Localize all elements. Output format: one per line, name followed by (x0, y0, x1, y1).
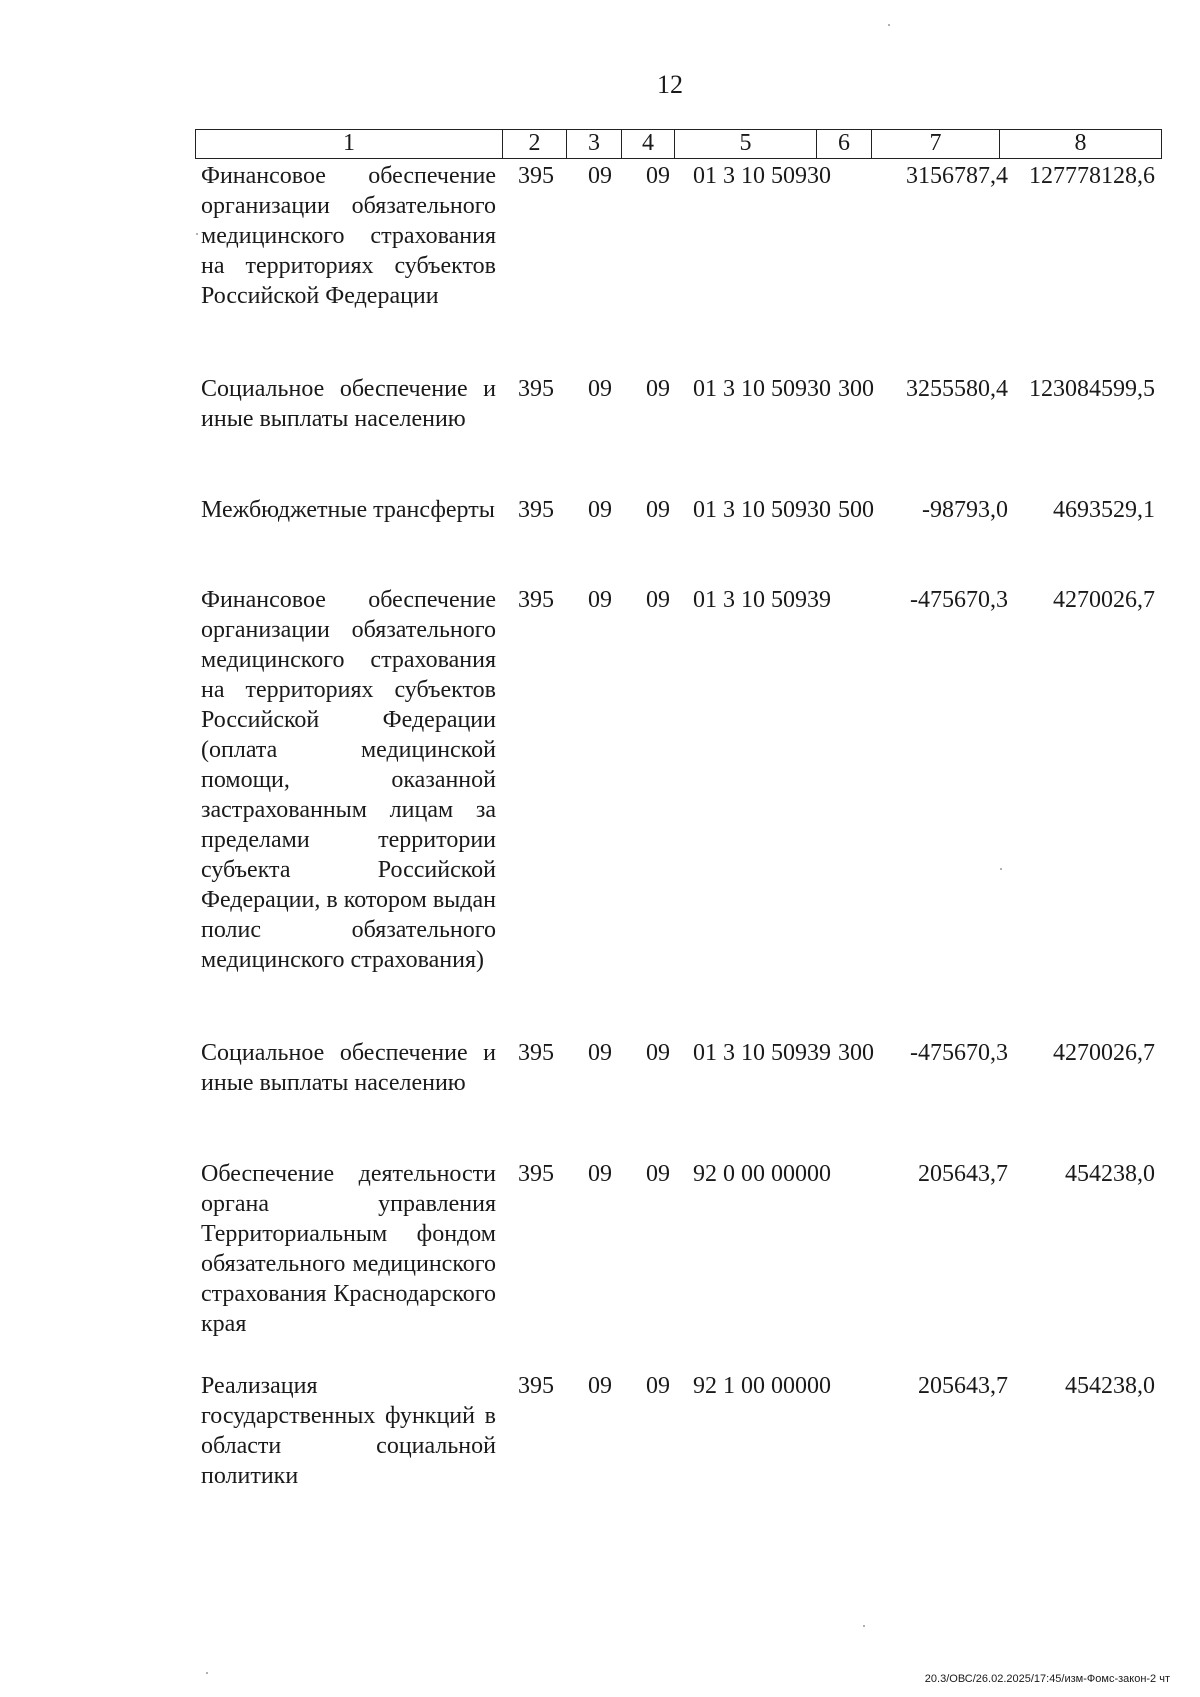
cell-col-2: 395 (518, 376, 554, 402)
cell-col-8: 4693529,1 (1053, 497, 1155, 523)
cell-col-2: 395 (518, 163, 554, 189)
table-header-row (195, 129, 1162, 159)
cell-col-3: 09 (588, 1373, 612, 1399)
header-cell-4: 4 (622, 130, 675, 158)
cell-col-6: 500 (838, 497, 874, 523)
header-cell-3: 3 (567, 130, 622, 158)
header-cell-7: 7 (872, 130, 1000, 158)
cell-col-7: 3255580,4 (906, 376, 1008, 402)
row-description: Обеспечение деятельности органа управления Территориальным фондом обязательного медицинского страхования Краснодарского края (201, 1161, 496, 1337)
header-cell-5: 5 (675, 130, 817, 158)
cell-col-2: 395 (518, 1161, 554, 1187)
cell-col-5: 01 3 10 50930 (693, 497, 831, 523)
header-cell-1: 1 (196, 130, 503, 158)
scan-speck (888, 24, 890, 26)
cell-col-8: 127778128,6 (1029, 163, 1155, 189)
cell-col-6: 300 (838, 376, 874, 402)
cell-col-5: 01 3 10 50930 (693, 163, 831, 189)
cell-col-4: 09 (646, 1161, 670, 1187)
header-cell-8: 8 (1074, 130, 1087, 156)
row-description: Межбюджетные трансферты (201, 497, 495, 523)
cell-col-4: 09 (646, 163, 670, 189)
cell-col-4: 09 (646, 497, 670, 523)
cell-col-7: 205643,7 (918, 1373, 1008, 1399)
cell-col-4: 09 (646, 1373, 670, 1399)
cell-col-7: -475670,3 (910, 587, 1008, 613)
cell-col-5: 01 3 10 50930 (693, 376, 831, 402)
row-description: Финансовое обеспечение организации обязательного медицинского страхования на территориях субъектов Российской Федерации (оплата медицинской помощи, оказанной застрахованным лицам за пределами территории субъекта Российской Федерации, в котором выдан полис обязательного медицинского страхования) (201, 587, 496, 973)
row-description: Финансовое обеспечение организации обязательного медицинского страхования на территориях субъектов Российской Федерации (201, 163, 496, 309)
cell-col-3: 09 (588, 376, 612, 402)
cell-col-5: 92 0 00 00000 (693, 1161, 831, 1187)
cell-col-2: 395 (518, 497, 554, 523)
row-description: Реализация государственных функций в области социальной политики (201, 1373, 496, 1489)
cell-col-8: 4270026,7 (1053, 1040, 1155, 1066)
cell-col-7: 3156787,4 (906, 163, 1008, 189)
cell-col-8: 454238,0 (1065, 1161, 1155, 1187)
page-number: 12 (657, 70, 683, 99)
document-footer-code: 20.3/ОВС/26.02.2025/17:45/изм-Фомс-закон-2 чт (924, 1673, 1170, 1685)
cell-col-5: 92 1 00 00000 (693, 1373, 831, 1399)
cell-col-3: 09 (588, 1040, 612, 1066)
cell-col-3: 09 (588, 497, 612, 523)
scan-speck (196, 233, 198, 235)
cell-col-3: 09 (588, 1161, 612, 1187)
cell-col-3: 09 (588, 587, 612, 613)
scan-speck (1000, 868, 1002, 870)
cell-col-2: 395 (518, 1373, 554, 1399)
row-description: Социальное обеспечение и иные выплаты населению (201, 376, 496, 432)
cell-col-2: 395 (518, 587, 554, 613)
cell-col-6: 300 (838, 1040, 874, 1066)
cell-col-8: 123084599,5 (1029, 376, 1155, 402)
cell-col-2: 395 (518, 1040, 554, 1066)
cell-col-4: 09 (646, 376, 670, 402)
scan-speck (863, 1625, 865, 1627)
cell-col-8: 454238,0 (1065, 1373, 1155, 1399)
cell-col-8: 4270026,7 (1053, 587, 1155, 613)
cell-col-4: 09 (646, 1040, 670, 1066)
header-cell-6: 6 (817, 130, 872, 158)
cell-col-7: 205643,7 (918, 1161, 1008, 1187)
cell-col-5: 01 3 10 50939 (693, 1040, 831, 1066)
cell-col-3: 09 (588, 163, 612, 189)
row-description: Социальное обеспечение и иные выплаты населению (201, 1040, 496, 1096)
scan-speck (206, 1672, 208, 1674)
cell-col-7: -98793,0 (922, 497, 1008, 523)
header-cell-2: 2 (503, 130, 567, 158)
cell-col-4: 09 (646, 587, 670, 613)
cell-col-7: -475670,3 (910, 1040, 1008, 1066)
cell-col-5: 01 3 10 50939 (693, 587, 831, 613)
